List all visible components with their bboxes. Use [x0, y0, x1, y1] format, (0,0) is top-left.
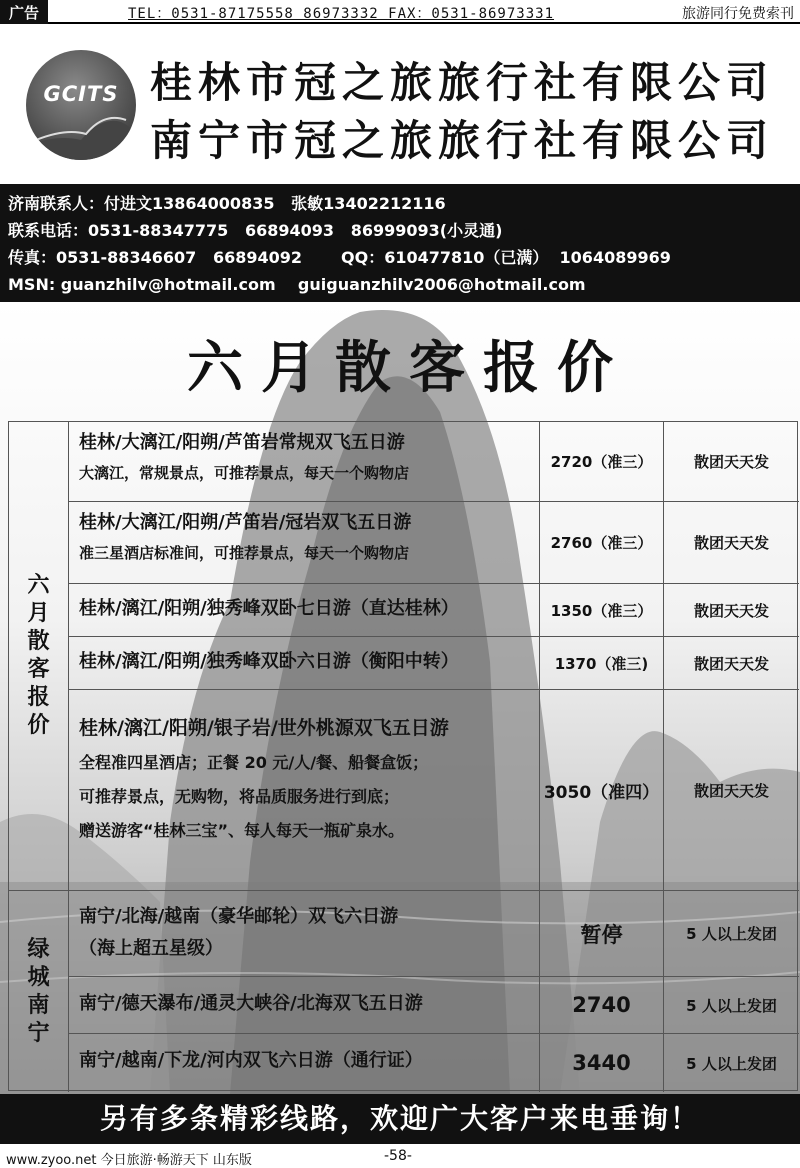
table-row	[69, 1034, 799, 1092]
route-desc: 可推荐景点，无购物，将品质服务进行到底；	[79, 787, 400, 806]
route-cell	[69, 891, 539, 976]
mountain-wave-icon	[26, 106, 136, 160]
depart-cell: 5 人以上发团	[663, 977, 799, 1033]
section-label-nanning: 绿城南宁	[9, 891, 69, 1092]
route-title: 南宁/德天瀑布/通灵大峡谷/北海双飞五日游	[79, 993, 423, 1014]
table-row	[69, 977, 799, 1034]
depart-cell: 散团天天发	[663, 637, 799, 689]
depart-cell: 5 人以上发团	[663, 891, 799, 976]
route-title: 桂林/大漓江/阳朔/芦笛岩/冠岩双飞五日游	[79, 512, 412, 533]
price-cell: 1350（准三）	[539, 584, 663, 636]
table-row	[69, 637, 799, 690]
route-cell	[69, 637, 539, 689]
table-row	[69, 690, 799, 891]
table-row	[69, 502, 799, 584]
route-desc: 全程准四星酒店；正餐 20 元/人/餐、船餐盒饭；	[79, 753, 429, 772]
contact-msn: MSN: guanzhilv@hotmail.com guiguanzhilv2006@hotmail.com	[8, 275, 586, 294]
header	[0, 26, 800, 184]
depart-cell: 散团天天发	[663, 584, 799, 636]
route-desc: （海上超五星级）	[79, 938, 223, 959]
company-name-guilin: 桂林市冠之旅旅行社有限公司	[150, 58, 775, 107]
price-cell: 3050（准四）	[539, 690, 663, 890]
route-desc: 准三星酒店标准间，可推荐景点，每天一个购物店	[79, 544, 410, 562]
route-desc: 赠送游客“桂林三宝”、每人每天一瓶矿泉水。	[79, 821, 405, 840]
price-table	[8, 421, 798, 1091]
contact-fax-qq: 传真：0531-88346607 66894092 QQ：610477810（已满） 1064089969	[8, 248, 671, 267]
route-desc: 大漓江，常规景点，可推荐景点，每天一个购物店	[79, 464, 410, 482]
price-cell: 3440	[539, 1034, 663, 1092]
contact-persons: 济南联系人：付进文13864000835 张敏13402212116	[8, 194, 446, 213]
top-contact-numbers: TEL：0531-87175558 86973332 FAX：0531-86973331	[128, 6, 555, 22]
ad-tag: 广告	[0, 0, 48, 24]
price-cell: 2740	[539, 977, 663, 1033]
page-number: -58-	[384, 1148, 412, 1164]
route-cell	[69, 584, 539, 636]
table-row	[69, 891, 799, 977]
table-row	[69, 422, 799, 502]
bottom-meta	[0, 1146, 800, 1168]
route-title: 桂林/漓江/阳朔/银子岩/世外桃源双飞五日游	[79, 717, 449, 739]
route-cell	[69, 1034, 539, 1092]
price-cell: 2720（准三）	[539, 422, 663, 501]
top-right-caption: 旅游同行免费索刊	[682, 6, 794, 22]
route-title: 南宁/北海/越南（豪华邮轮）双飞六日游	[79, 906, 399, 927]
company-name-nanning: 南宁市冠之旅旅行社有限公司	[150, 116, 775, 165]
route-cell	[69, 502, 539, 583]
gcits-logo	[26, 50, 136, 160]
main-title: 六月散客报价	[187, 336, 631, 401]
depart-cell: 散团天天发	[663, 690, 799, 890]
section-label-june: 六月散客报价	[9, 422, 69, 891]
route-cell	[69, 690, 539, 890]
top-bar	[0, 0, 800, 24]
route-title: 桂林/大漓江/阳朔/芦笛岩常规双飞五日游	[79, 432, 405, 453]
route-title: 南宁/越南/下龙/河内双飞六日游（通行证）	[79, 1050, 423, 1071]
table-row	[69, 584, 799, 637]
contact-phones: 联系电话：0531-88347775 66894093 86999093(小灵通)	[8, 221, 503, 240]
route-title: 桂林/漓江/阳朔/独秀峰双卧六日游（衡阳中转）	[79, 651, 459, 672]
depart-cell: 散团天天发	[663, 422, 799, 501]
route-cell	[69, 977, 539, 1033]
contact-block	[0, 184, 800, 302]
price-cell: 暂停	[539, 891, 663, 976]
bottom-banner: 另有多条精彩线路，欢迎广大客户来电垂询！	[0, 1094, 800, 1144]
route-title: 桂林/漓江/阳朔/独秀峰双卧七日游（直达桂林）	[79, 598, 459, 619]
depart-cell: 散团天天发	[663, 502, 799, 583]
site-caption: www.zyoo.net 今日旅游·畅游天下 山东版	[6, 1153, 252, 1168]
logo-text: GCITS	[43, 82, 119, 106]
price-cell: 1370（准三)	[539, 637, 663, 689]
route-cell	[69, 422, 539, 501]
depart-cell: 5 人以上发团	[663, 1034, 799, 1092]
price-cell: 2760（准三）	[539, 502, 663, 583]
